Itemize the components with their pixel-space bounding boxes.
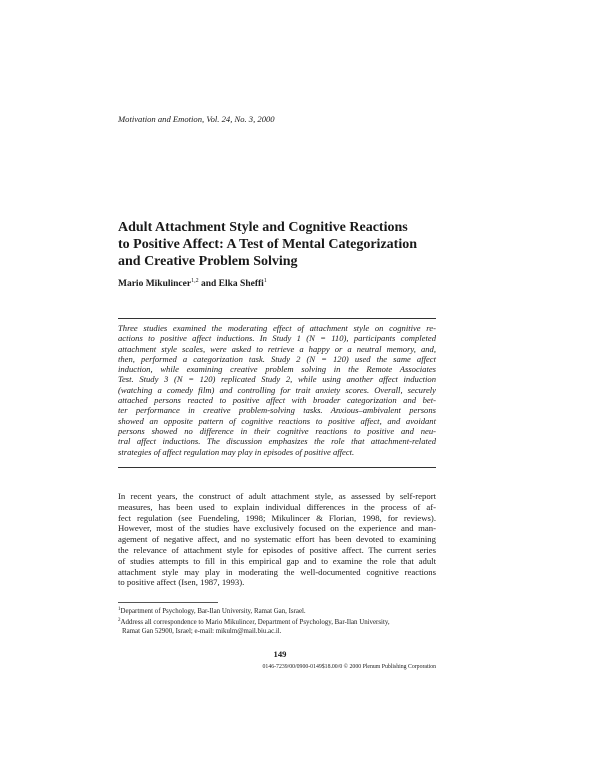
body-line: attachment style may play in moderating the well-documented cognitive reactions [118, 566, 436, 577]
intro-paragraph [118, 491, 436, 588]
abstract-line: tral affect inductions. The discussion emphasizes the role that attachment-related [118, 436, 436, 447]
copyright-line: 0146-7239/00/0900-0149$18.00/0 © 2000 Plenum Publishing Corporation [262, 664, 436, 670]
abstract-line: showed an opposite pattern of cognitive reactions to positive affect, and avoidant [118, 415, 436, 426]
footnote-text: Department of Psychology, Bar-Ilan University, Ramat Gan, Israel. [120, 608, 306, 615]
body-line: fect regulation (see Fuendeling, 1998; Mikulincer & Florian, 1998, for reviews). [118, 512, 436, 523]
author-conjunction: and [198, 279, 219, 289]
author-affiliation-marker: 1 [263, 278, 267, 284]
author-name: Elka Sheffi [218, 279, 264, 289]
article-title [118, 219, 448, 270]
body-line: measures, has been used to explain individual differences in the process of af- [118, 501, 436, 512]
title-line: Adult Attachment Style and Cognitive Reactions [118, 220, 408, 235]
footnote-marker: 2 [118, 617, 121, 623]
footnote-divider [118, 602, 218, 603]
title-line: to Positive Affect: A Test of Mental Categorization [118, 237, 417, 252]
author-affiliation-marker: 1,2 [191, 278, 199, 284]
abstract-line: attachment style scales, were asked to retrieve a happy or a neutral memory, and, [118, 343, 436, 354]
footnotes [118, 606, 436, 636]
abstract-line: Test. Study 3 (N = 120) replicated Study 2, while using another affect induction [118, 374, 436, 385]
abstract-divider-top [118, 318, 436, 319]
abstract-line: actions to positive affect inductions. In Study 1 (N = 110), participants completed [118, 333, 436, 344]
abstract-line: then, performed a categorization task. Study 2 (N = 120) used the same affect [118, 353, 436, 364]
abstract-line: attached persons reacted to positive affect with broader categorization and bet- [118, 395, 436, 406]
body-line: In recent years, the construct of adult attachment style, as assessed by self-report [118, 491, 436, 501]
body-line: to positive affect (Isen, 1987, 1993). [118, 577, 245, 588]
abstract [118, 323, 436, 457]
abstract-line: induction, while examining creative problem solving in the Remote Associates [118, 364, 436, 375]
body-line: the relevance of attachment style for episodes of positive affect. The current series [118, 544, 436, 555]
body-line: agement of negative affect, and no systematic effort has been devoted to examining [118, 534, 436, 545]
body-line: However, most of the studies have exclusively focused on the experience and man- [118, 523, 436, 534]
footnote [118, 617, 436, 628]
journal-citation: Motivation and Emotion, Vol. 24, No. 3, 2000 [118, 114, 275, 124]
abstract-divider-bottom [118, 467, 436, 468]
footnote-text: Ramat Gan 52900, Israel; e-mail: mikulm@mail.biu.ac.il. [122, 627, 282, 635]
abstract-line: ter performance in creative problem-solving tasks. Anxious–ambivalent persons [118, 405, 436, 416]
title-line: and Creative Problem Solving [118, 254, 298, 269]
abstract-line: (watching a comedy film) and controlling for trait anxiety scores. Overall, securely [118, 384, 436, 395]
page-number: 149 [273, 649, 287, 659]
author-line [118, 278, 267, 289]
footnote-text: Address all correspondence to Mario Mikulincer, Department of Psychology, Bar-Ilan University, [120, 618, 390, 626]
abstract-line: persons showed no difference in their cognitive reactions to positive and neu- [118, 425, 436, 436]
footnote-marker: 1 [118, 607, 121, 612]
body-line: of studies attempts to fill in this empirical gap and to examine the role that adult [118, 555, 436, 566]
author-name: Mario Mikulincer [118, 279, 192, 289]
abstract-line: Three studies examined the moderating effect of attachment style on cognitive re- [118, 323, 436, 333]
abstract-line: strategies of affect regulation may play in episodes of positive affect. [118, 446, 355, 457]
footnote [118, 606, 436, 617]
